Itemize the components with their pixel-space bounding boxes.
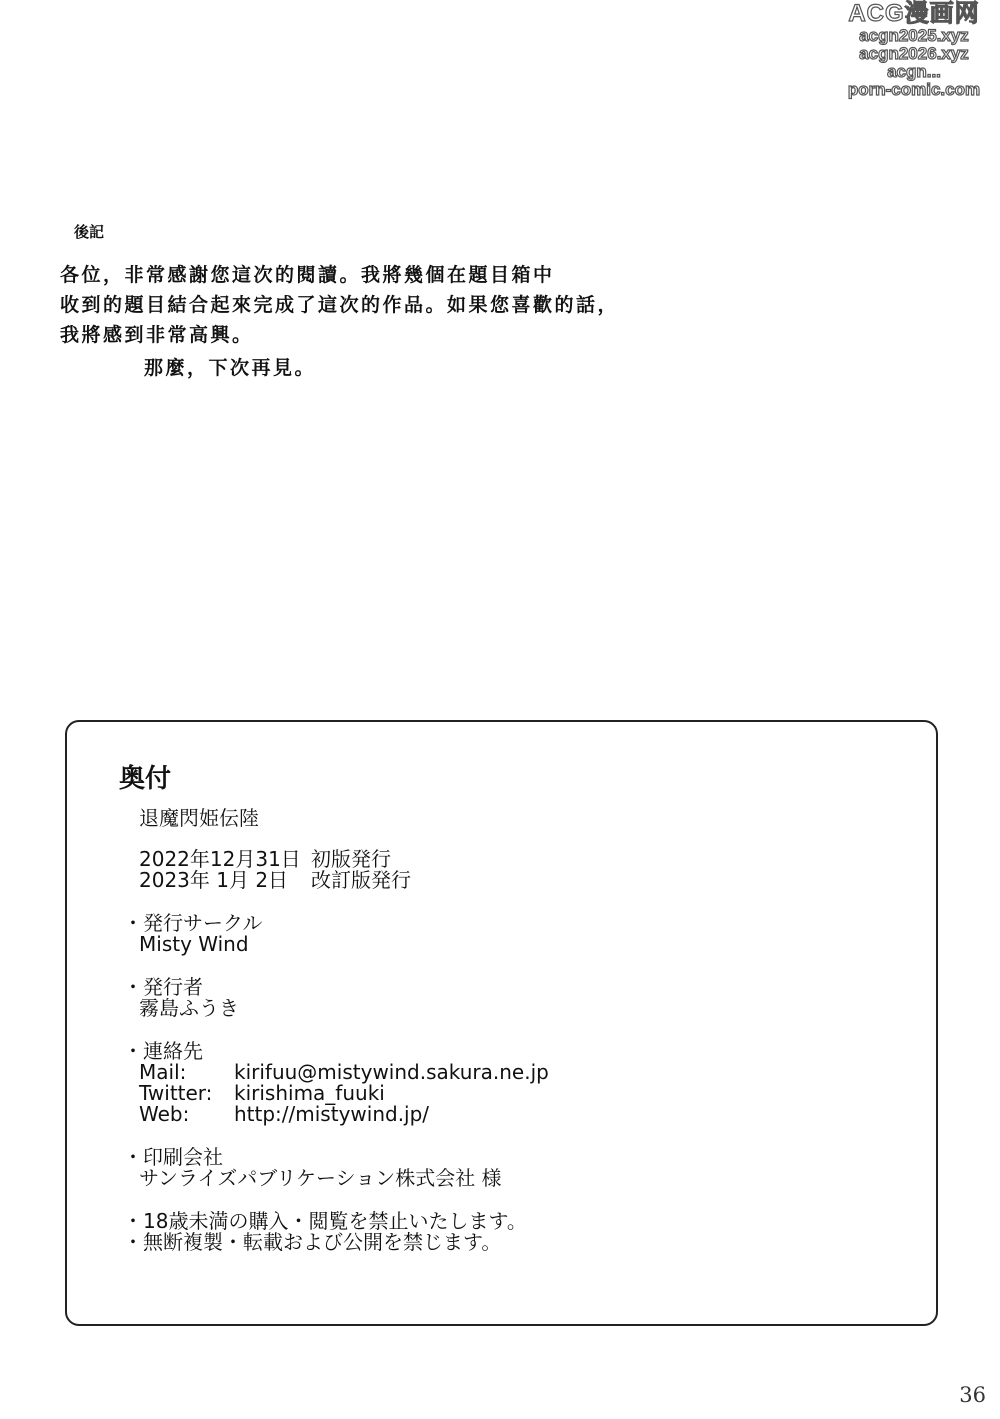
contact-twitter-row <box>123 1083 549 1104</box>
page-number: 36 <box>959 1383 986 1407</box>
circle-label: ・発行サークル <box>123 911 263 935</box>
note-line: ・18歳未満の購入・閲覧を禁止いたします。 <box>123 1209 527 1233</box>
watermark-domain: porn-comic.com <box>847 80 981 99</box>
publisher-name: 霧島ふうき <box>139 996 239 1020</box>
printer-section <box>123 1147 549 1189</box>
twitter-label: Twitter: <box>139 1081 213 1105</box>
edition-dates <box>123 849 549 891</box>
web-label: Web: <box>139 1102 190 1126</box>
publisher-label: ・発行者 <box>123 975 203 999</box>
contact-label: ・連絡先 <box>123 1039 203 1063</box>
afterword-line: 收到的題目結合起來完成了這次的作品。如果您喜歡的話， <box>60 294 620 316</box>
contact-mail-row <box>123 1062 549 1083</box>
watermark-domain: acgn2026.xyz <box>859 44 969 63</box>
web-link[interactable]: http://mistywind.jp/ <box>234 1102 430 1126</box>
contact-web-row <box>123 1104 549 1125</box>
mail-label: Mail: <box>139 1060 187 1084</box>
twitter-handle[interactable]: kirishima_fuuki <box>234 1081 385 1105</box>
printer-label: ・印刷会社 <box>123 1145 223 1169</box>
circle-section <box>123 913 549 955</box>
afterword-body <box>60 260 760 383</box>
watermark-domain: acgn... <box>887 62 941 81</box>
mail-address[interactable]: kirifuu@mistywind.sakura.ne.jp <box>234 1060 549 1084</box>
book-title: 退魔閃姫伝陸 <box>139 806 259 830</box>
site-watermark <box>834 2 994 98</box>
notes-section <box>123 1211 549 1253</box>
afterword-line: 那麼，下次再見。 <box>144 357 317 379</box>
note-line: ・無断複製・転載および公開を禁じます。 <box>123 1230 502 1254</box>
afterword-line: 各位，非常感謝您這次的閱讀。我將幾個在題目箱中 <box>60 264 555 286</box>
publisher-section <box>123 977 549 1019</box>
printer-name: サンライズパブリケーション株式会社 様 <box>139 1166 502 1190</box>
circle-name: Misty Wind <box>139 932 249 956</box>
edition-label: 初版発行 <box>311 847 391 871</box>
edition-label: 改訂版発行 <box>311 868 411 892</box>
edition-date: 2023年 1月 2日 <box>139 868 289 892</box>
colophon-content <box>123 808 549 1253</box>
afterword-line: 我將感到非常高興。 <box>60 324 254 346</box>
contact-section <box>123 1041 549 1125</box>
watermark-brand: ACG漫画网 <box>848 0 980 27</box>
colophon-box <box>65 720 938 1326</box>
afterword-title: 後記 <box>74 223 105 241</box>
edition-row <box>139 849 549 870</box>
colophon-heading: 奥付 <box>119 764 172 794</box>
watermark-domain: acgn2025.xyz <box>859 26 969 45</box>
edition-row <box>139 870 549 891</box>
edition-date: 2022年12月31日 <box>139 847 301 871</box>
